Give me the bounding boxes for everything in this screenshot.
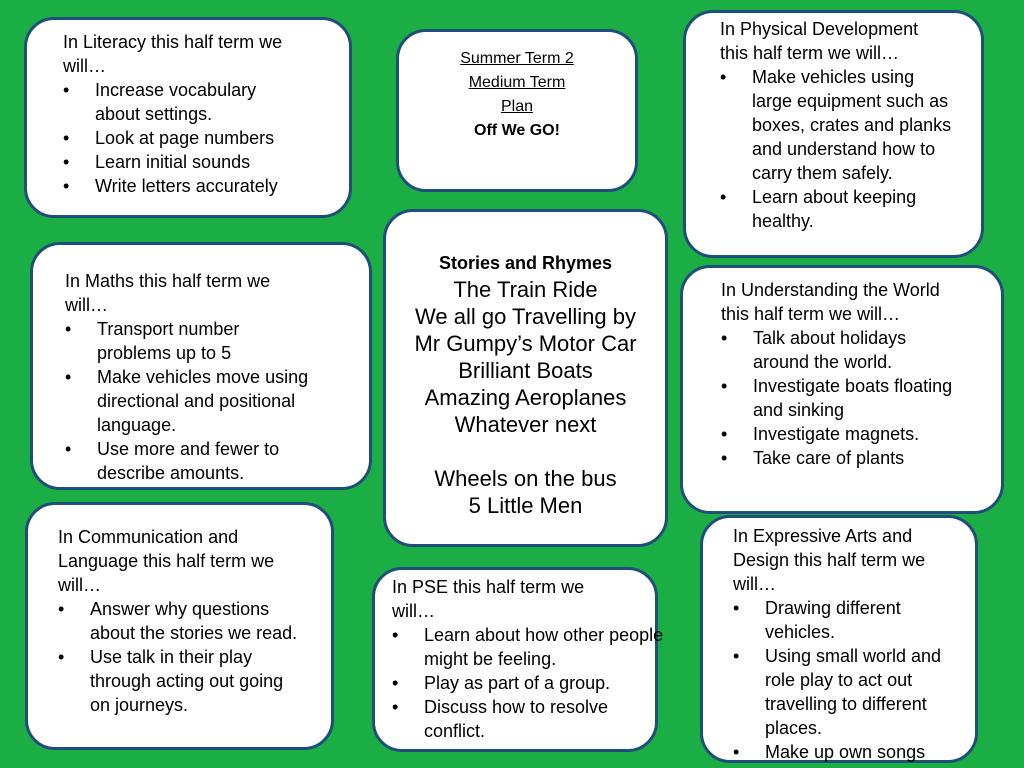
list-item [392, 671, 674, 695]
list-item-text: Learn about how other people might be feeling. [424, 625, 664, 669]
rhyme-title: 5 Little Men [468, 493, 583, 518]
list-item [392, 695, 674, 743]
understanding-the-world-panel [680, 265, 1004, 514]
list-item-text: Use more and fewer to describe amounts. [97, 439, 280, 483]
list-item-text: Look at page numbers [95, 128, 275, 148]
list-item [721, 446, 983, 470]
list-item-text: Make vehicles using large equipment such as boxes, crates and planks and understand how to carry them safely. [752, 67, 952, 183]
bullet: • [733, 742, 740, 762]
list-item [392, 623, 674, 671]
understanding-list [721, 326, 991, 470]
literacy-intro: In Literacy this half term we will… [63, 32, 283, 76]
list-item [63, 174, 337, 198]
bullet: • [733, 646, 740, 666]
title-panel [396, 29, 638, 192]
list-item-text: Investigate boats floating and sinking [753, 376, 953, 420]
list-item [58, 597, 300, 645]
list-item-text: Investigate magnets. [753, 424, 920, 444]
physical-development-panel [683, 10, 984, 258]
list-item [733, 740, 985, 764]
list-item [721, 422, 983, 446]
list-item-text: Take care of plants [753, 448, 905, 468]
list-item [58, 645, 305, 717]
bullet: • [721, 328, 728, 348]
bullet: • [392, 697, 399, 717]
bullet: • [63, 80, 70, 100]
communication-intro: In Communication and Language this half term we will… [58, 527, 275, 595]
pse-intro: In PSE this half term we will… [392, 577, 585, 621]
pse-list [392, 623, 664, 743]
bullet: • [721, 376, 728, 396]
bullet: • [65, 439, 72, 459]
list-item-text: Talk about holidays around the world. [753, 328, 907, 372]
list-item [733, 596, 955, 644]
expressive-list [733, 596, 969, 764]
bullet: • [392, 673, 399, 693]
communication-list [58, 597, 321, 717]
pse-panel [372, 567, 664, 752]
title-line-3: Plan [500, 98, 534, 115]
list-item-text: Make vehicles move using directional and positional language. [97, 367, 309, 435]
list-item [65, 437, 337, 485]
list-item-text: Drawing different vehicles. [765, 598, 901, 642]
bullet: • [721, 424, 728, 444]
list-item-text: Play as part of a group. [424, 673, 611, 693]
bullet: • [58, 647, 65, 667]
bullet: • [65, 319, 72, 339]
title-line-1: Summer Term 2 [460, 50, 574, 67]
list-item-text: Using small world and role play to act out travelling to different places. [765, 646, 942, 738]
maths-list [65, 317, 359, 485]
list-item [63, 150, 337, 174]
story-spacer [386, 438, 665, 465]
understanding-intro: In Understanding the World this half term we will… [721, 280, 940, 324]
list-item-text: Discuss how to resolve conflict. [424, 697, 609, 741]
bullet: • [58, 599, 65, 619]
list-item-text: Use talk in their play through acting out going on journeys. [90, 647, 284, 715]
story-title: Brilliant Boats [458, 358, 593, 383]
story-title: Amazing Aeroplanes [424, 385, 627, 410]
literacy-list [63, 78, 337, 198]
bullet: • [65, 367, 72, 387]
bullet: • [721, 448, 728, 468]
list-item-text: Make up own songs [765, 742, 926, 762]
bullet: • [63, 176, 70, 196]
list-item-text: Transport number problems up to 5 [97, 319, 240, 363]
bullet: • [720, 67, 727, 87]
bullet: • [720, 187, 727, 207]
list-item-text: Learn initial sounds [95, 152, 251, 172]
list-item-text: Write letters accurately [95, 176, 278, 196]
story-title: Whatever next [454, 412, 597, 437]
communication-and-language-panel [25, 502, 334, 750]
expressive-arts-panel [700, 515, 978, 763]
story-title: The Train Ride [453, 277, 598, 302]
story-title: We all go Travelling by [415, 304, 636, 329]
title-line-2: Medium Term [468, 74, 566, 91]
list-item [63, 78, 275, 126]
stories-heading: Stories and Rhymes [438, 253, 613, 273]
maths-intro: In Maths this half term we will… [65, 271, 271, 315]
literacy-panel [24, 17, 352, 218]
list-item [720, 65, 952, 185]
bullet: • [733, 598, 740, 618]
title-subtitle: Off We GO! [474, 122, 560, 139]
stories-and-rhymes-panel [383, 209, 668, 547]
bullet: • [63, 152, 70, 172]
list-item [733, 644, 965, 740]
expressive-intro: In Expressive Arts and Design this half term we will… [733, 526, 926, 594]
rhyme-title: Wheels on the bus [434, 466, 617, 491]
maths-panel [30, 242, 372, 490]
list-item-text: Answer why questions about the stories we read. [90, 599, 298, 643]
list-item-text: Learn about keeping healthy. [752, 187, 917, 231]
story-title: Mr Gumpy’s Motor Car [414, 331, 637, 356]
list-item-text: Increase vocabulary about settings. [95, 80, 257, 124]
list-item [65, 365, 367, 437]
physical-list [720, 65, 971, 233]
list-item [720, 185, 952, 233]
list-item [721, 326, 963, 374]
list-item [65, 317, 277, 365]
physical-intro: In Physical Development this half term we will… [720, 19, 919, 63]
bullet: • [63, 128, 70, 148]
bullet: • [392, 625, 399, 645]
list-item [721, 374, 963, 422]
list-item [63, 126, 337, 150]
